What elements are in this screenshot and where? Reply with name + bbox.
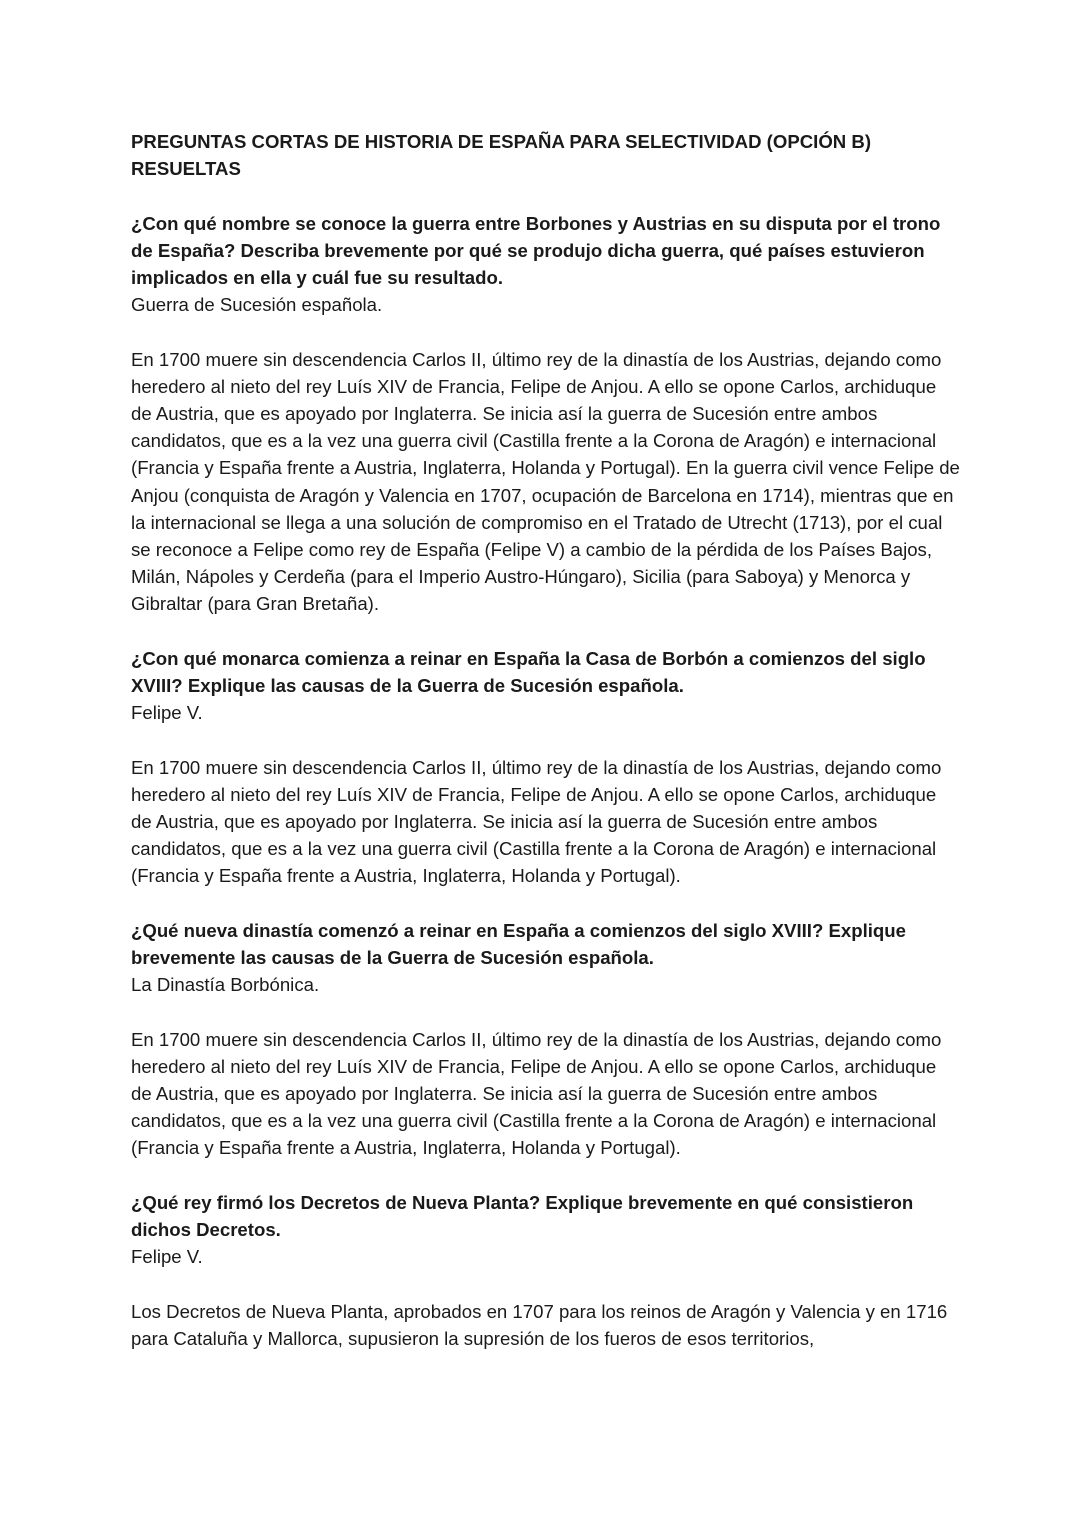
question-block [131, 1189, 961, 1352]
answer-explanation: En 1700 muere sin descendencia Carlos II, último rey de la dinastía de los Austrias, dejando como heredero al nieto del rey Luís XIV de Francia, Felipe de Anjou. A ello se opone Carlos, archiduque de Austria, que es apoyado por Inglaterra. Se inicia así la guerra de Sucesión entre ambos candidatos, que es a la vez una guerra civil (Castilla frente a la Corona de Aragón) e internacional (Francia y España frente a Austria, Inglaterra, Holanda y Portugal). En la guerra civil vence Felipe de Anjou (conquista de Aragón y Valencia en 1707, ocupación de Barcelona en 1714), mientras que en la internacional se llega a una solución de compromiso en el Tratado de Utrecht (1713), por el cual se reconoce a Felipe como rey de España (Felipe V) a cambio de la pérdida de los Países Bajos, Milán, Nápoles y Cerdeña (para el Imperio Austro-Húngaro), Sicilia (para Saboya) y Menorca y Gibraltar (para Gran Bretaña). [131, 348, 960, 615]
answer-explanation: En 1700 muere sin descendencia Carlos II, último rey de la dinastía de los Austrias, dejando como heredero al nieto del rey Luís XIV de Francia, Felipe de Anjou. A ello se opone Carlos, archiduque de Austria, que es apoyado por Inglaterra. Se inicia así la guerra de Sucesión entre ambos candidatos, que es a la vez una guerra civil (Castilla frente a la Corona de Aragón) e internacional (Francia y España frente a Austria, Inglaterra, Holanda y Portugal). [131, 756, 942, 887]
question-text: ¿Qué rey firmó los Decretos de Nueva Planta? Explique brevemente en qué consistieron dichos Decretos. [131, 1191, 914, 1241]
document-page [131, 128, 961, 1379]
question-text: ¿Qué nueva dinastía comenzó a reinar en España a comienzos del siglo XVIII? Explique brevemente las causas de la Guerra de Sucesión española. [131, 919, 906, 969]
question-text: ¿Con qué nombre se conoce la guerra entre Borbones y Austrias en su disputa por el trono de España? Describa brevemente por qué se produjo dicha guerra, qué países estuvieron implicados en ella y cuál fue su resultado. [131, 212, 941, 288]
question-text: ¿Con qué monarca comienza a reinar en España la Casa de Borbón a comienzos del siglo XVIII? Explique las causas de la Guerra de Sucesión española. [131, 647, 926, 697]
question-block [131, 210, 961, 618]
short-answer: Felipe V. [131, 702, 203, 724]
document-title: PREGUNTAS CORTAS DE HISTORIA DE ESPAÑA PARA SELECTIVIDAD (OPCIÓN B) RESUELTAS [131, 131, 872, 180]
answer-explanation: Los Decretos de Nueva Planta, aprobados en 1707 para los reinos de Aragón y Valencia y en 1716 para Cataluña y Mallorca, supusieron la supresión de los fueros de esos territorios, [131, 1300, 948, 1349]
short-answer: Guerra de Sucesión española. [131, 294, 383, 316]
question-block [131, 645, 961, 890]
short-answer: Felipe V. [131, 1246, 203, 1268]
question-block [131, 917, 961, 1162]
short-answer: La Dinastía Borbónica. [131, 974, 320, 996]
answer-explanation: En 1700 muere sin descendencia Carlos II, último rey de la dinastía de los Austrias, dejando como heredero al nieto del rey Luís XIV de Francia, Felipe de Anjou. A ello se opone Carlos, archiduque de Austria, que es apoyado por Inglaterra. Se inicia así la guerra de Sucesión entre ambos candidatos, que es a la vez una guerra civil (Castilla frente a la Corona de Aragón) e internacional (Francia y España frente a Austria, Inglaterra, Holanda y Portugal). [131, 1028, 942, 1159]
